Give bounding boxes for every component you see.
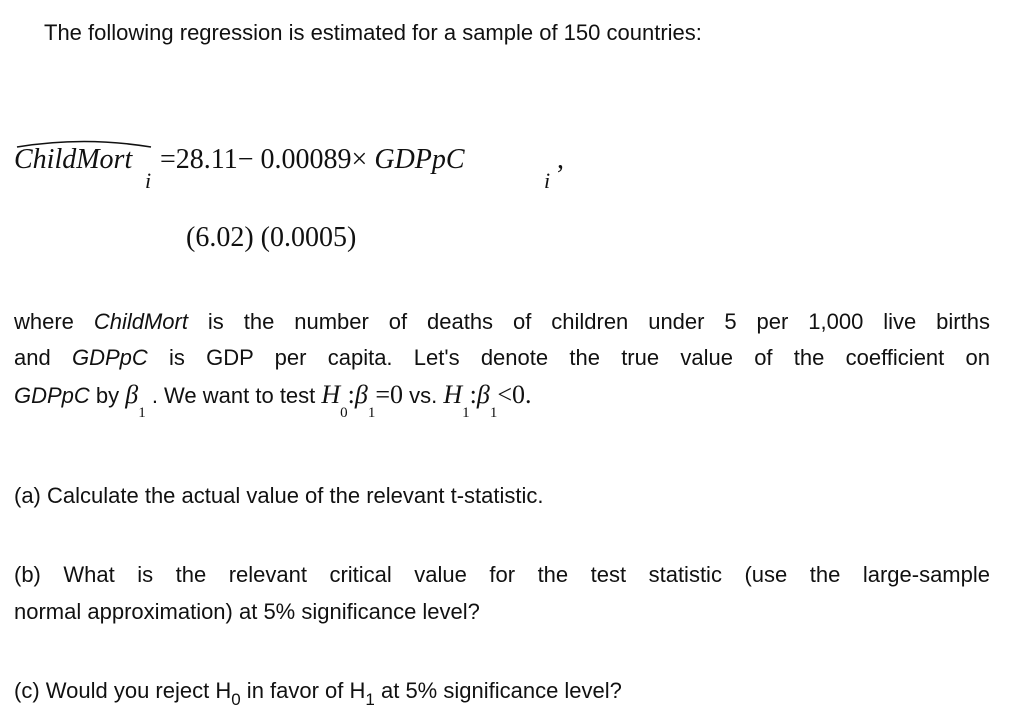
text-by: by	[89, 383, 126, 408]
text-definition-gdppc: is GDP per capita. Let's denote the true value of the coefficient on	[147, 345, 990, 370]
alt-h-subscript: 1	[462, 405, 470, 421]
var-gdppc: GDPpC	[71, 345, 148, 370]
var-childmort: ChildMort	[93, 309, 188, 334]
paragraph-line-3	[14, 380, 532, 421]
question-c-sub1: 1	[365, 690, 375, 709]
text-definition-childmort: is the number of deaths of children under 5 per 1,000 live births	[187, 309, 990, 334]
equation-rhs	[160, 144, 465, 176]
paragraph-line-1	[14, 309, 990, 335]
question-c-prefix: (c) Would you reject H	[14, 678, 232, 703]
null-beta-subscript: 1	[367, 405, 376, 421]
null-colon: :	[347, 380, 355, 409]
standard-errors: (6.02) (0.0005)	[186, 222, 357, 253]
text-where: where	[14, 309, 94, 334]
alt-colon: :	[469, 380, 477, 409]
equation-rhs-variable: GDPpC	[374, 144, 465, 175]
null-beta: β	[354, 380, 368, 409]
paragraph-line-2	[14, 345, 990, 371]
equation-rhs-constant: =28.11− 0.00089×	[160, 144, 375, 175]
alt-beta-subscript: 1	[489, 405, 498, 421]
alt-h: H	[443, 380, 463, 409]
beta-symbol: β	[125, 380, 139, 409]
alt-beta: β	[476, 380, 490, 409]
null-value: =0	[375, 380, 404, 409]
null-h: H	[321, 380, 341, 409]
question-c-mid: in favor of H	[240, 678, 366, 703]
var-gdppc-2: GDPpC	[14, 383, 90, 408]
question-c-sub0: 0	[231, 690, 241, 709]
equation-lhs: ChildMort	[14, 144, 133, 175]
beta-subscript: 1	[138, 405, 146, 421]
question-c	[14, 678, 622, 709]
text-want-to-test: . We want to test	[145, 383, 322, 408]
equation-lhs-subscript: i	[145, 168, 152, 193]
alt-value: <0.	[497, 380, 532, 409]
question-c-suffix: at 5% significance level?	[374, 678, 622, 703]
text-vs: vs.	[403, 383, 444, 408]
question-b-line-1: (b) What is the relevant critical value for the test statistic (use the large-sample	[14, 562, 990, 587]
question-b-line-2: normal approximation) at 5% significance level?	[14, 599, 480, 624]
null-h-subscript: 0	[340, 405, 348, 421]
intro-text: The following regression is estimated for a sample of 150 countries:	[44, 20, 702, 45]
equation-comma: ,	[557, 144, 564, 175]
text-and: and	[14, 345, 72, 370]
question-a: (a) Calculate the actual value of the relevant t-statistic.	[14, 483, 544, 508]
equation-rhs-subscript: i	[544, 168, 551, 193]
